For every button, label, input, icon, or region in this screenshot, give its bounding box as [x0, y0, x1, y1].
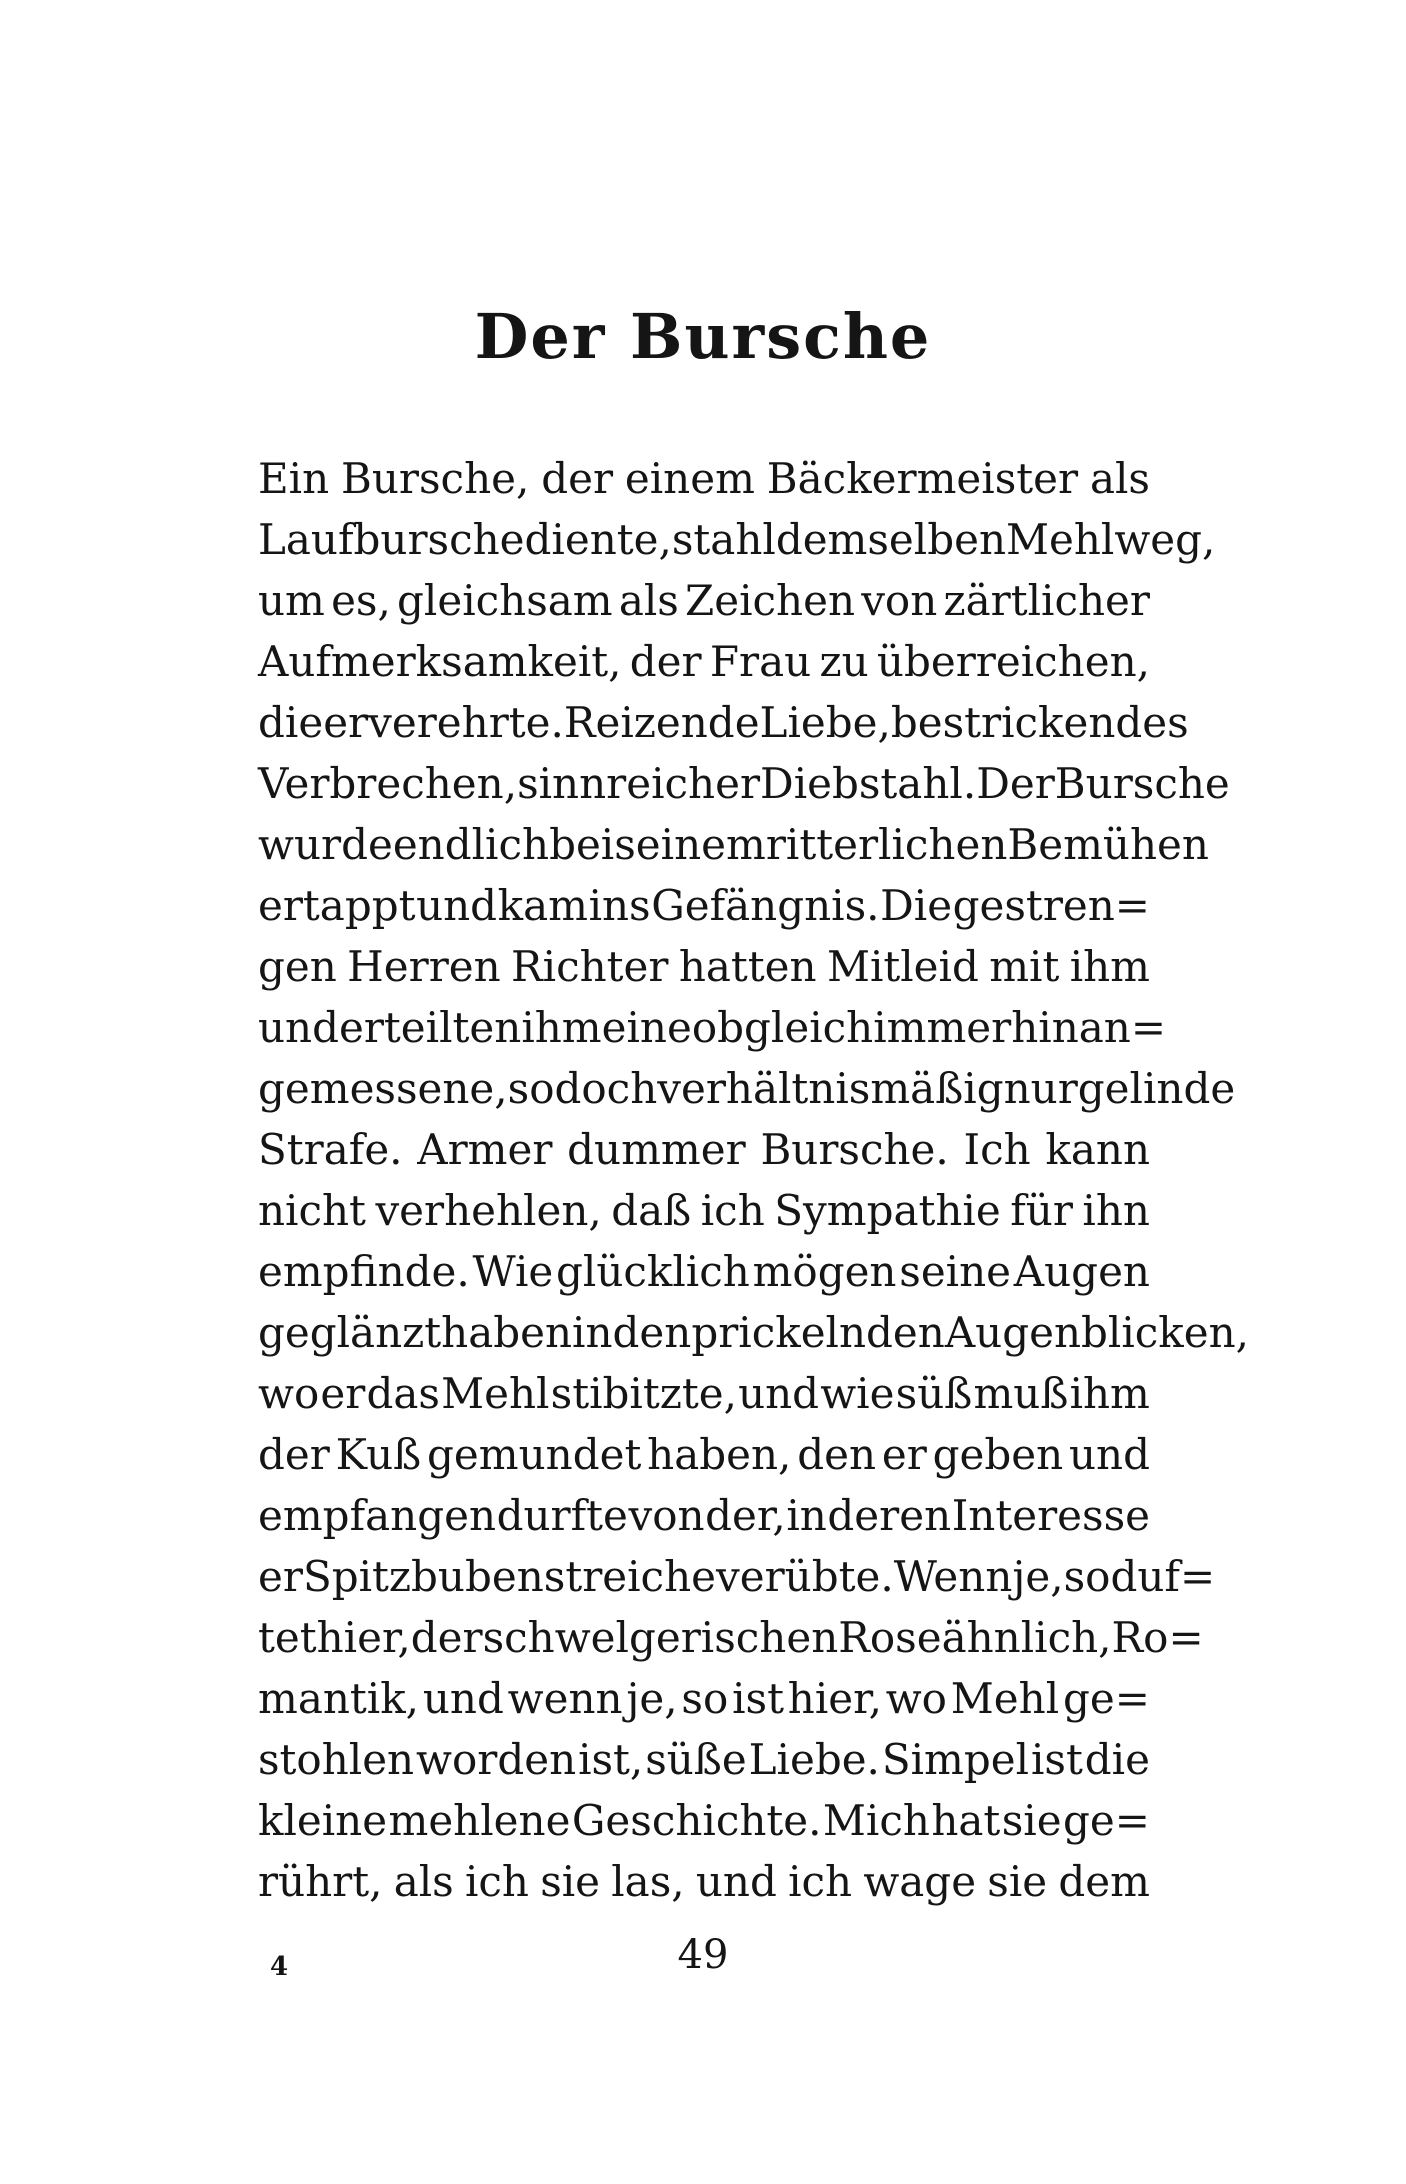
word: wo [258, 1369, 320, 1418]
word: von [628, 1491, 705, 1540]
word: wage [863, 1857, 977, 1906]
word: Bursche [1054, 759, 1230, 808]
word: glücklich [556, 1247, 750, 1296]
text-line [258, 997, 1167, 1058]
word: in [572, 1308, 613, 1357]
word: duf= [1110, 1552, 1216, 1601]
word: sie [987, 1857, 1048, 1906]
word: prickelnden [691, 1308, 945, 1357]
text-line [258, 1607, 1204, 1668]
word: Liebe, [759, 698, 891, 747]
word: und [738, 1369, 820, 1418]
word: ist, [578, 1735, 644, 1784]
word: gemundet [427, 1430, 642, 1479]
text-line [258, 1790, 1150, 1851]
text-line [258, 753, 1230, 814]
word: bestrickendes [890, 698, 1189, 747]
word: kann [1045, 1125, 1150, 1174]
word: stahl [671, 515, 776, 564]
word: durfte [496, 1491, 628, 1540]
word: Interesse [951, 1491, 1150, 1540]
word: ge= [1062, 1674, 1150, 1723]
word: stibitzte, [550, 1369, 737, 1418]
text-line [258, 1424, 1150, 1485]
word: endlich [392, 820, 550, 869]
word: geglänzt [258, 1308, 442, 1357]
word: stohlen [258, 1735, 415, 1784]
word: Die [880, 881, 953, 930]
word: Mitleid [826, 942, 979, 991]
word: Frau [709, 637, 812, 686]
text-line [258, 1058, 1236, 1119]
word: ihm [521, 1003, 602, 1052]
word: Mehl [1006, 515, 1115, 564]
word: ist [1030, 1735, 1083, 1784]
page-number: 49 [677, 1932, 729, 1978]
word: dem [1058, 1857, 1150, 1906]
word: seine [899, 1247, 1012, 1296]
word: so [1063, 1552, 1111, 1601]
word: ich [788, 1857, 853, 1906]
word: Verbrechen, [258, 759, 518, 808]
word: eine [601, 1003, 692, 1052]
word: gen [258, 942, 337, 991]
word: Laufbursche [258, 515, 525, 564]
word: Augenblicken, [944, 1308, 1249, 1357]
text-line [258, 1546, 1216, 1607]
word: verhehlen, [375, 1186, 602, 1235]
word: Kuß [335, 1430, 422, 1479]
word: er [881, 1430, 927, 1479]
word: so [681, 1674, 729, 1723]
word: dummer [567, 1125, 746, 1174]
word: die [258, 698, 324, 747]
word: verehrte. [368, 698, 564, 747]
word: Bursche, [341, 454, 530, 503]
word: Armer [417, 1125, 553, 1174]
word: schwelgerischen [482, 1613, 839, 1662]
word: sie [540, 1857, 601, 1906]
word: obgleich [691, 1003, 874, 1052]
word: er [320, 1369, 366, 1418]
word: ihn [1082, 1186, 1150, 1235]
word: Bursche. [760, 1125, 949, 1174]
text-line [258, 875, 1150, 936]
word: Wenn [893, 1552, 1013, 1601]
word: Augen [1013, 1247, 1150, 1296]
word: Gefängnis. [651, 881, 880, 930]
word: ins [588, 881, 651, 930]
word: Aufmerksamkeit, [258, 637, 622, 686]
word: wenn [507, 1674, 623, 1723]
word: weg, [1114, 515, 1216, 564]
word: Mehl [441, 1369, 550, 1418]
word: Liebe. [748, 1735, 880, 1784]
word: nur [1003, 1064, 1078, 1113]
word: deren [827, 1491, 952, 1540]
word: ritterlichen [765, 820, 1008, 869]
word: kleine [258, 1796, 388, 1845]
word: sie [1001, 1796, 1062, 1845]
text-line [258, 570, 1150, 631]
word: Sympathie [774, 1186, 1001, 1235]
word: mit [989, 942, 1060, 991]
word: ge= [1063, 1796, 1150, 1845]
word: tet [258, 1613, 317, 1662]
word: süß [895, 1369, 973, 1418]
word: den [797, 1430, 877, 1479]
word: gestren= [952, 881, 1150, 930]
text-line [258, 814, 1209, 875]
word: zärtlicher [943, 576, 1150, 625]
text-line [258, 1729, 1150, 1790]
text-line [258, 1302, 1249, 1363]
word: wo [885, 1674, 947, 1723]
text-line [258, 936, 1150, 997]
word: die [1084, 1735, 1150, 1784]
word: bei [549, 820, 615, 869]
word: kam [497, 881, 588, 930]
word: der [258, 1430, 330, 1479]
word: empfangen [258, 1491, 496, 1540]
text-line [258, 509, 1216, 570]
word: seinem [614, 820, 766, 869]
word: Mich [822, 1796, 930, 1845]
word: Simpel [881, 1735, 1030, 1784]
word: gemessene, [258, 1064, 508, 1113]
word: Strafe. [258, 1125, 403, 1174]
word: das [366, 1369, 440, 1418]
text-line [258, 1119, 1150, 1180]
word: den [612, 1308, 692, 1357]
text-line [258, 1363, 1150, 1424]
word: wurde [258, 820, 393, 869]
word: und [416, 881, 498, 930]
text-line [258, 631, 1150, 692]
word: hat [931, 1796, 1001, 1845]
word: las, [611, 1857, 685, 1906]
word: sinnreicher [517, 759, 761, 808]
word: mantik, [258, 1674, 420, 1723]
word: ich [700, 1186, 765, 1235]
word: einem [624, 454, 755, 503]
word: Ro= [1111, 1613, 1204, 1662]
word: empfinde. [258, 1247, 470, 1296]
word: Wie [472, 1247, 554, 1296]
word: Geschichte. [571, 1796, 822, 1845]
word: Diebstahl. [760, 759, 977, 808]
word: er [323, 698, 369, 747]
word: überreichen, [876, 637, 1150, 686]
word: haben, [647, 1430, 792, 1479]
word: als [393, 1857, 454, 1906]
text-line [258, 1241, 1150, 1302]
text-line [258, 1851, 1150, 1912]
word: hatten [678, 942, 817, 991]
word: Reizende [563, 698, 760, 747]
word: an= [1078, 1003, 1167, 1052]
word: der [410, 1613, 483, 1662]
word: doch [554, 1064, 658, 1113]
word: ertappt [258, 881, 416, 930]
word: diente, [524, 515, 672, 564]
word: er [258, 1552, 303, 1601]
word: Ein [258, 454, 330, 503]
page-title: Der Bursche [474, 300, 932, 373]
word: so [507, 1064, 555, 1113]
word: Bäckermeister [766, 454, 1079, 503]
word: hier, [787, 1674, 882, 1723]
word: worden [416, 1735, 577, 1784]
word: je, [626, 1674, 678, 1723]
word: nicht [258, 1186, 366, 1235]
word: Spitzbubenstreiche [302, 1552, 716, 1601]
word: gleichsam [397, 576, 613, 625]
word: demselben [775, 515, 1007, 564]
word: geben [932, 1430, 1064, 1479]
word: erteilten [339, 1003, 522, 1052]
word: Richter [511, 942, 669, 991]
word: Herren [347, 942, 501, 991]
signature-mark: 4 [270, 1952, 289, 1982]
word: als [618, 576, 679, 625]
word: ihm [1069, 1369, 1150, 1418]
word: Der [976, 759, 1055, 808]
word: Ich [963, 1125, 1031, 1174]
word: Bemühen [1007, 820, 1209, 869]
word: für [1010, 1186, 1073, 1235]
word: rührt, [258, 1857, 383, 1906]
word: und [695, 1857, 777, 1906]
text-line [258, 1180, 1150, 1241]
body-text [258, 448, 1249, 1912]
word: ich [464, 1857, 529, 1906]
word: wie [820, 1369, 895, 1418]
word: daß [611, 1186, 692, 1235]
word: der [629, 637, 702, 686]
word: gelinde [1077, 1064, 1236, 1113]
word: um [258, 576, 325, 625]
word: ist [732, 1674, 784, 1723]
word: Mehl [950, 1674, 1060, 1723]
word: zu [819, 637, 869, 686]
word: Rose [838, 1613, 942, 1662]
word: als [1089, 454, 1150, 503]
word: der, [705, 1491, 786, 1540]
word: haben [441, 1308, 573, 1357]
word: von [861, 576, 938, 625]
word: und [258, 1003, 339, 1052]
word: und [422, 1674, 504, 1723]
text-line [258, 1485, 1150, 1546]
word: süße [645, 1735, 747, 1784]
word: immerhin [873, 1003, 1079, 1052]
word: mögen [752, 1247, 897, 1296]
word: es, [331, 576, 391, 625]
word: der [541, 454, 614, 503]
word: verhältnismäßig [657, 1064, 1004, 1113]
text-line [258, 1668, 1150, 1729]
word: Zeichen [685, 576, 855, 625]
text-line [258, 448, 1150, 509]
word: je, [1012, 1552, 1064, 1601]
word: hier, [316, 1613, 411, 1662]
word: in [786, 1491, 827, 1540]
word: und [1069, 1430, 1150, 1479]
word: mehlene [388, 1796, 571, 1845]
text-line [258, 692, 1189, 753]
word: ähnlich, [941, 1613, 1112, 1662]
word: muß [973, 1369, 1069, 1418]
word: ihm [1069, 942, 1150, 991]
word: verübte. [716, 1552, 894, 1601]
